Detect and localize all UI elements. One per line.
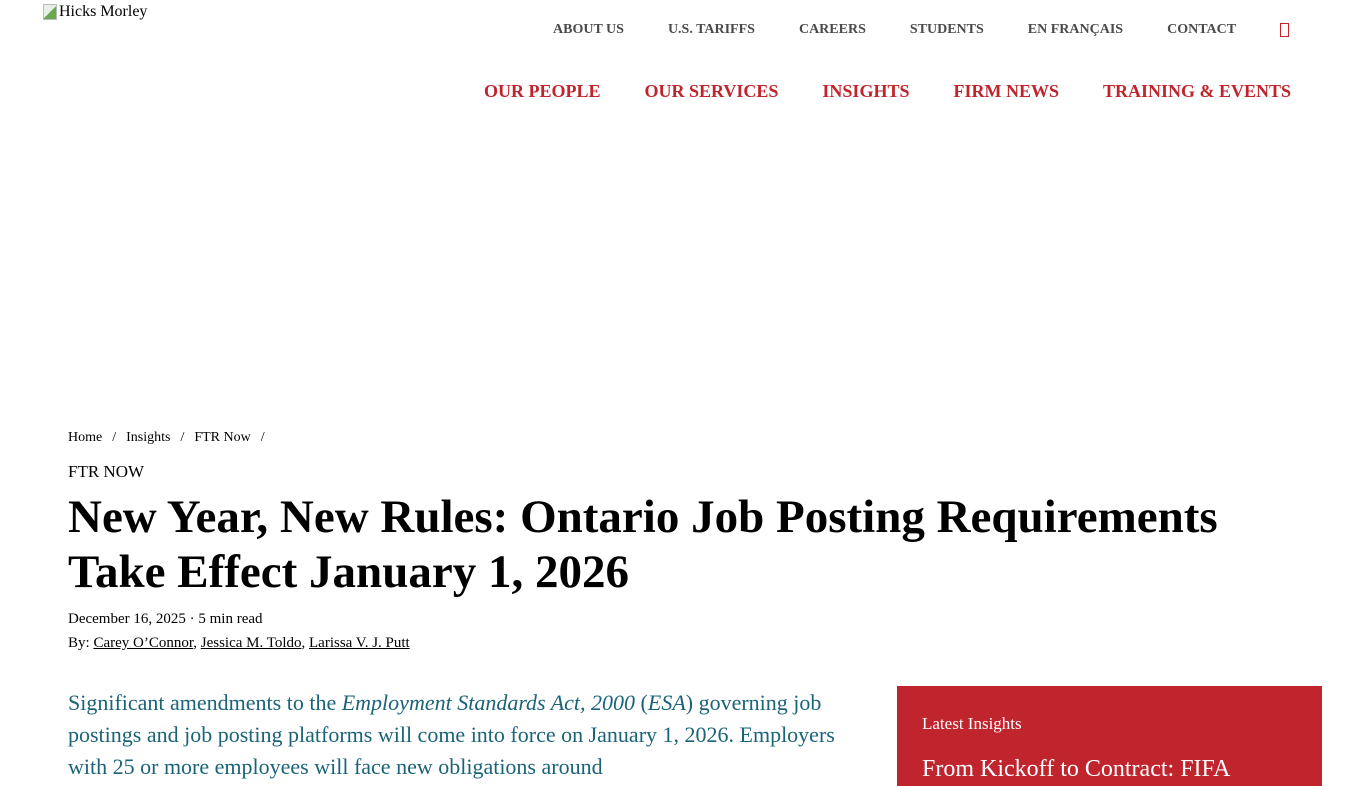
lead-text: Significant amendments to the — [68, 690, 342, 715]
lead-italic: Employment Standards Act, 2000 — [341, 690, 636, 715]
author-link[interactable]: Jessica M. Toldo — [200, 635, 302, 651]
util-nav-careers[interactable]: CAREERS — [798, 22, 866, 37]
utility-nav — [553, 22, 1280, 38]
main-nav-training-events[interactable]: TRAINING & EVENTS — [1102, 81, 1292, 101]
util-nav-contact[interactable]: CONTACT — [1167, 22, 1237, 37]
breadcrumb-separator: / — [260, 430, 265, 445]
util-nav-en-francais[interactable]: EN FRANÇAIS — [1027, 22, 1124, 37]
byline: By: Carey O’Connor, Jessica M. Toldo, Larissa V. J. Putt — [68, 635, 410, 651]
breadcrumb-home[interactable]: Home — [68, 430, 103, 445]
main-nav — [484, 81, 1335, 102]
breadcrumb-separator: / — [112, 430, 117, 445]
read-time: 5 min read — [198, 611, 263, 627]
breadcrumb-insights[interactable]: Insights — [126, 430, 171, 445]
main-nav-insights[interactable]: INSIGHTS — [822, 81, 910, 101]
broken-image-icon — [43, 4, 57, 20]
main-nav-our-services[interactable]: OUR SERVICES — [644, 81, 779, 101]
logo[interactable] — [43, 3, 147, 21]
author-link[interactable]: Carey O’Connor — [93, 635, 194, 651]
main-nav-our-people[interactable]: OUR PEOPLE — [484, 81, 601, 101]
latest-insights-panel — [897, 686, 1322, 786]
meta-separator: · — [189, 611, 199, 627]
search-icon[interactable] — [1280, 23, 1289, 37]
lead-text: ) governing job postings and job posting platforms will come into force on January 1, 2026. Employers with 25 or more employees will face new obligations around — [68, 690, 835, 779]
lead-italic: ESA — [647, 690, 686, 715]
latest-insight-link[interactable]: From Kickoff to Contract: FIFA — [922, 756, 1231, 782]
article-date: December 16, 2025 — [68, 611, 186, 627]
breadcrumb-separator: / — [180, 430, 185, 445]
article-lead — [68, 687, 868, 783]
main-nav-firm-news[interactable]: FIRM NEWS — [953, 81, 1059, 101]
lead-text: ( — [635, 690, 648, 715]
breadcrumb-ftr-now[interactable]: FTR Now — [194, 430, 251, 445]
latest-insights-title: Latest Insights — [922, 714, 1022, 733]
logo-alt-text: Hicks Morley — [59, 3, 148, 20]
breadcrumb — [68, 430, 275, 446]
article-category: FTR NOW — [68, 462, 145, 481]
util-nav-us-tariffs[interactable]: U.S. TARIFFS — [667, 22, 755, 37]
util-nav-students[interactable]: STUDENTS — [909, 22, 984, 37]
author-link[interactable]: Larissa V. J. Putt — [309, 635, 410, 651]
util-nav-about-us[interactable]: ABOUT US — [553, 22, 624, 37]
page-title: New Year, New Rules: Ontario Job Posting Requirements Take Effect January 1, 2026 — [68, 491, 1218, 598]
by-label: By: — [68, 635, 90, 651]
article-meta — [68, 611, 263, 628]
